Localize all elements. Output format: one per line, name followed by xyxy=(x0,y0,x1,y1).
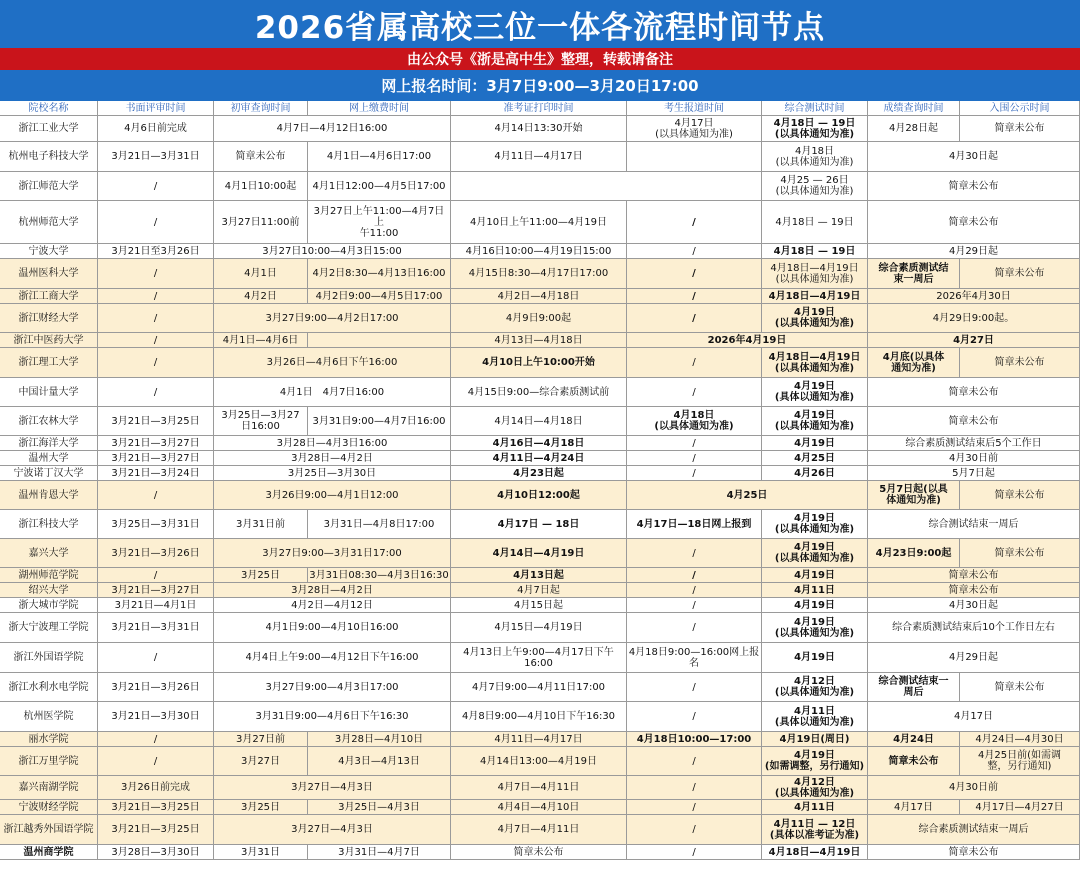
table-cell: 4月18日 (以具体通知为准) xyxy=(762,142,868,172)
school-name-cell: 浙江越秀外国语学院 xyxy=(0,815,98,845)
school-name-cell: 浙江工商大学 xyxy=(0,289,98,304)
table-cell: 3月26日—4月6日下午16:00 xyxy=(214,348,451,378)
table-cell: 简章未公布 xyxy=(960,481,1080,510)
table-cell: 4月27日 xyxy=(868,333,1080,348)
school-name-cell: 嘉兴南湖学院 xyxy=(0,776,98,800)
table-cell: 4月25日 xyxy=(762,451,868,466)
table-cell: 4月4日上午9:00—4月12日下午16:00 xyxy=(214,643,451,673)
table-cell: 4月29日起 xyxy=(868,643,1080,673)
table-cell: 4月19日 xyxy=(762,598,868,613)
school-name-cell: 浙大城市学院 xyxy=(0,598,98,613)
table-cell: 3月31日前 xyxy=(214,510,308,539)
table-cell: 简章未公布 xyxy=(868,201,1080,244)
table-cell: 2026年4月30日 xyxy=(868,289,1080,304)
school-name-cell: 湖州师范学院 xyxy=(0,568,98,583)
school-name-cell: 浙江理工大学 xyxy=(0,348,98,378)
table-cell: 3月25日—3月31日 xyxy=(98,510,214,539)
table-cell: 简章未公布 xyxy=(960,539,1080,568)
table-cell: / xyxy=(627,747,762,776)
table-cell: 4月13日—4月18日 xyxy=(451,333,627,348)
table-cell: 4月23日9:00起 xyxy=(868,539,960,568)
table-cell: 3月21日—3月27日 xyxy=(98,451,214,466)
table-cell: 综合素质测试结束后10个工作日左右 xyxy=(868,613,1080,643)
table-cell: 4月10日12:00起 xyxy=(451,481,627,510)
table-cell: / xyxy=(627,568,762,583)
table-cell: / xyxy=(627,673,762,702)
table-cell: 4月14日—4月19日 xyxy=(451,539,627,568)
school-name-cell: 宁波财经学院 xyxy=(0,800,98,815)
table-cell: 4月16日10:00—4月19日15:00 xyxy=(451,244,627,259)
table-cell: 3月25日—3月30日 xyxy=(214,466,451,481)
table-cell: 4月29日起 xyxy=(868,244,1080,259)
table-cell: 3月27日11:00前 xyxy=(214,201,308,244)
table-cell: 4月14日13:30开始 xyxy=(451,116,627,142)
table-cell: 5月7日起 xyxy=(868,466,1080,481)
table-cell: / xyxy=(627,598,762,613)
table-cell: 4月15日起 xyxy=(451,598,627,613)
table-cell: / xyxy=(627,378,762,407)
table-cell: 4月2日8:30—4月13日16:00 xyxy=(308,259,451,289)
table-cell: 3月25日 xyxy=(214,800,308,815)
table-cell: / xyxy=(627,776,762,800)
table-cell: 3月31日9:00—4月7日16:00 xyxy=(308,407,451,436)
table-cell: 4月25 — 26日 (以具体通知为准) xyxy=(762,172,868,201)
table-cell: 3月21日—3月27日 xyxy=(98,436,214,451)
table-cell: 3月28日—3月30日 xyxy=(98,845,214,860)
table-cell: 3月31日 xyxy=(214,845,308,860)
table-cell: 4月17日 (以具体通知为准) xyxy=(627,116,762,142)
table-cell: 4月23日起 xyxy=(451,466,627,481)
table-cell: / xyxy=(98,304,214,333)
table-cell: 3月21日—3月25日 xyxy=(98,815,214,845)
table-cell: 3月21日—3月26日 xyxy=(98,539,214,568)
table-cell: 4月17日 xyxy=(868,800,960,815)
table-cell: 简章未公布 xyxy=(960,259,1080,289)
table-cell: 4月18日—4月19日 (以具体通知为准) xyxy=(762,348,868,378)
table-cell: / xyxy=(98,259,214,289)
table-cell: 4月18日 — 19日 xyxy=(762,201,868,244)
school-name-cell: 杭州师范大学 xyxy=(0,201,98,244)
table-cell: / xyxy=(627,304,762,333)
subtitle-banner: 由公众号《浙是高中生》整理，转载请备注 xyxy=(0,48,1080,70)
table-cell: 3月25日 xyxy=(214,568,308,583)
table-cell: 4月11日—4月17日 xyxy=(451,732,627,747)
table-cell: 3月25日—4月3日 xyxy=(308,800,451,815)
table-cell: 4月15日9:00—综合素质测试前 xyxy=(451,378,627,407)
table-cell: 4月30日前 xyxy=(868,776,1080,800)
table-cell: 4月18日 — 19日 xyxy=(762,244,868,259)
column-header: 综合测试时间 xyxy=(762,101,868,116)
table-cell: 3月21日—3月27日 xyxy=(98,583,214,598)
table-cell: 简章未公布 xyxy=(451,845,627,860)
column-header: 准考证打印时间 xyxy=(451,101,627,116)
table-cell: 4月18日 — 19日 (以具体通知为准) xyxy=(762,116,868,142)
table-cell: / xyxy=(627,702,762,732)
table-cell: 3月27日 xyxy=(214,747,308,776)
column-header: 初审查询时间 xyxy=(214,101,308,116)
table-cell: 4月6日前完成 xyxy=(98,116,214,142)
table-cell: 3月21日—3月24日 xyxy=(98,466,214,481)
table-cell: / xyxy=(627,613,762,643)
table-cell: 4月26日 xyxy=(762,466,868,481)
table-cell: 简章未公布 xyxy=(960,348,1080,378)
table-cell: 4月15日8:30—4月17日17:00 xyxy=(451,259,627,289)
table-cell: 4月14日—4月18日 xyxy=(451,407,627,436)
column-header: 书面评审时间 xyxy=(98,101,214,116)
table-cell: 4月2日—4月18日 xyxy=(451,289,627,304)
school-name-cell: 浙江财经大学 xyxy=(0,304,98,333)
school-name-cell: 浙江水利水电学院 xyxy=(0,673,98,702)
table-cell: 4月18日—4月19日 xyxy=(762,845,868,860)
school-name-cell: 中国计量大学 xyxy=(0,378,98,407)
table-cell: 3月21日—3月25日 xyxy=(98,800,214,815)
school-name-cell: 宁波大学 xyxy=(0,244,98,259)
table-cell: 综合测试结束一周后 xyxy=(868,510,1080,539)
table-cell: 4月18日 (以具体通知为准) xyxy=(627,407,762,436)
table-cell: / xyxy=(98,201,214,244)
school-name-cell: 温州大学 xyxy=(0,451,98,466)
table-cell: 4月25日 xyxy=(627,481,868,510)
page-title: 2026省属高校三位一体各流程时间节点 xyxy=(0,0,1080,48)
table-cell: 综合测试结束一 周后 xyxy=(868,673,960,702)
table-cell: 4月8日9:00—4月10日下午16:30 xyxy=(451,702,627,732)
table-cell: 4月11日 xyxy=(762,800,868,815)
table-cell: 4月7日9:00—4月11日17:00 xyxy=(451,673,627,702)
school-name-cell: 绍兴大学 xyxy=(0,583,98,598)
table-cell: 4月7日起 xyxy=(451,583,627,598)
table-cell: 4月19日 (以具体通知为准) xyxy=(762,510,868,539)
table-cell: 3月26日前完成 xyxy=(98,776,214,800)
table-cell: 4月13日起 xyxy=(451,568,627,583)
table-cell: 4月7日—4月12日16:00 xyxy=(214,116,451,142)
table-cell: 4月1日 xyxy=(214,259,308,289)
table-cell: / xyxy=(627,201,762,244)
table-cell: 4月17日 xyxy=(868,702,1080,732)
table-cell: 4月19日 (以具体通知为准) xyxy=(762,304,868,333)
table-cell: 4月19日 xyxy=(762,568,868,583)
table-cell: 4月19日 xyxy=(762,643,868,673)
school-name-cell: 宁波诺丁汉大学 xyxy=(0,466,98,481)
table-cell: / xyxy=(98,568,214,583)
school-name-cell: 温州肯恩大学 xyxy=(0,481,98,510)
school-name-cell: 温州医科大学 xyxy=(0,259,98,289)
table-cell: 4月30日起 xyxy=(868,598,1080,613)
school-name-cell: 杭州电子科技大学 xyxy=(0,142,98,172)
schedule-table xyxy=(0,101,1080,891)
table-cell: 4月1日—4月6日17:00 xyxy=(308,142,451,172)
column-header: 考生报道时间 xyxy=(627,101,762,116)
table-cell: 4月2日 xyxy=(214,289,308,304)
table-cell: 4月1日 4月7日16:00 xyxy=(214,378,451,407)
table-cell: 综合素质测试结 束一周后 xyxy=(868,259,960,289)
school-name-cell: 浙江科技大学 xyxy=(0,510,98,539)
table-cell: 3月21日—3月31日 xyxy=(98,142,214,172)
table-cell: 3月28日—4月2日 xyxy=(214,451,451,466)
table-cell: 4月11日—4月17日 xyxy=(451,142,627,172)
table-cell: 4月19日 (以具体通知为准) xyxy=(762,613,868,643)
table-cell: 4月17日—18日网上报到 xyxy=(627,510,762,539)
table-cell: 4月2日9:00—4月5日17:00 xyxy=(308,289,451,304)
table-cell: 3月21日至3月26日 xyxy=(98,244,214,259)
school-name-cell: 丽水学院 xyxy=(0,732,98,747)
table-cell: 4月1日9:00—4月10日16:00 xyxy=(214,613,451,643)
column-header: 入围公示时间 xyxy=(960,101,1080,116)
table-cell: 4月11日 xyxy=(762,583,868,598)
table-cell: 3月31日—4月8日17:00 xyxy=(308,510,451,539)
table-cell xyxy=(308,333,451,348)
table-cell: 4月1日10:00起 xyxy=(214,172,308,201)
table-cell: 简章未公布 xyxy=(214,142,308,172)
table-cell: / xyxy=(98,333,214,348)
table-cell: 3月27日10:00—4月3日15:00 xyxy=(214,244,451,259)
school-name-cell: 浙江外国语学院 xyxy=(0,643,98,673)
table-cell: 3月21日—3月26日 xyxy=(98,673,214,702)
table-cell: 3月27日9:00—3月31日17:00 xyxy=(214,539,451,568)
table-cell: 简章未公布 xyxy=(868,845,1080,860)
table-cell: / xyxy=(98,747,214,776)
table-cell: 综合素质测试结束一周后 xyxy=(868,815,1080,845)
table-cell: 4月16日—4月18日 xyxy=(451,436,627,451)
table-cell: 4月24日—4月30日 xyxy=(960,732,1080,747)
table-cell: 4月3日—4月13日 xyxy=(308,747,451,776)
table-cell: / xyxy=(98,172,214,201)
table-cell: 3月27日—4月3日 xyxy=(214,776,451,800)
table-cell: 4月19日(周日) xyxy=(762,732,868,747)
table-cell: / xyxy=(627,436,762,451)
table-cell: 4月19日 (具体以通知为准) xyxy=(762,378,868,407)
table-cell: 4月19日 (以具体通知为准) xyxy=(762,407,868,436)
table-cell: 简章未公布 xyxy=(868,583,1080,598)
table-cell: / xyxy=(627,451,762,466)
table-cell: 3月28日—4月10日 xyxy=(308,732,451,747)
table-cell: 4月10日上午11:00—4月19日 xyxy=(451,201,627,244)
school-name-cell: 浙江农林大学 xyxy=(0,407,98,436)
table-cell: / xyxy=(627,289,762,304)
table-cell: 4月19日 (如需调整，另行通知) xyxy=(762,747,868,776)
table-cell: 4月7日—4月11日 xyxy=(451,776,627,800)
table-cell: 4月10日上午10:00开始 xyxy=(451,348,627,378)
table-cell: 简章未公布 xyxy=(868,407,1080,436)
table-cell: 4月17日—4月27日 xyxy=(960,800,1080,815)
table-cell: 3月31日—4月7日 xyxy=(308,845,451,860)
table-cell: / xyxy=(98,481,214,510)
table-cell: 3月21日—3月25日 xyxy=(98,407,214,436)
table-cell: 4月24日 xyxy=(868,732,960,747)
table-cell: 4月12日 (以具体通知为准) xyxy=(762,673,868,702)
table-cell: 4月30日前 xyxy=(868,451,1080,466)
table-cell: 2026年4月19日 xyxy=(627,333,868,348)
table-cell: 4月1日12:00—4月5日17:00 xyxy=(308,172,451,201)
table-cell: / xyxy=(98,348,214,378)
table-cell: 3月28日—4月3日16:00 xyxy=(214,436,451,451)
table-cell: / xyxy=(627,800,762,815)
school-name-cell: 浙江工业大学 xyxy=(0,116,98,142)
table-cell: 3月25日—3月27 日16:00 xyxy=(214,407,308,436)
table-cell: 4月18日10:00—17:00 xyxy=(627,732,762,747)
school-name-cell: 浙大宁波理工学院 xyxy=(0,613,98,643)
column-header: 院校名称 xyxy=(0,101,98,116)
table-cell: 3月21日—3月31日 xyxy=(98,613,214,643)
table-cell: 4月18日9:00—16:00网上报 名 xyxy=(627,643,762,673)
table-cell xyxy=(451,172,762,201)
table-cell: 4月29日9:00起。 xyxy=(868,304,1080,333)
school-name-cell: 浙江万里学院 xyxy=(0,747,98,776)
table-cell: 4月14日13:00—4月19日 xyxy=(451,747,627,776)
table-cell: 3月27日上午11:00—4月7日上 午11:00 xyxy=(308,201,451,244)
table-cell: 简章未公布 xyxy=(960,116,1080,142)
table-cell: 4月底(以具体 通知为准) xyxy=(868,348,960,378)
school-name-cell: 嘉兴大学 xyxy=(0,539,98,568)
column-header: 成绩查询时间 xyxy=(868,101,960,116)
table-cell: 4月12日 (以具体通知为准) xyxy=(762,776,868,800)
table-cell: 综合素质测试结束后5个工作日 xyxy=(868,436,1080,451)
table-cell: 4月28日起 xyxy=(868,116,960,142)
table-cell: 4月4日—4月10日 xyxy=(451,800,627,815)
school-name-cell: 浙江海洋大学 xyxy=(0,436,98,451)
table-cell: 4月13日上午9:00—4月17日下午 16:00 xyxy=(451,643,627,673)
table-cell: / xyxy=(627,539,762,568)
table-cell: / xyxy=(627,845,762,860)
table-cell: 3月21日—3月30日 xyxy=(98,702,214,732)
table-cell: / xyxy=(627,244,762,259)
table-cell: 4月18日—4月19日 xyxy=(762,289,868,304)
table-cell: 4月15日—4月19日 xyxy=(451,613,627,643)
table-cell: / xyxy=(627,259,762,289)
table-cell: 简章未公布 xyxy=(868,378,1080,407)
table-cell xyxy=(627,142,762,172)
table-cell: 4月1日—4月6日 xyxy=(214,333,308,348)
school-name-cell: 浙江师范大学 xyxy=(0,172,98,201)
table-cell: 3月27日前 xyxy=(214,732,308,747)
table-cell: 5月7日起(以具 体通知为准) xyxy=(868,481,960,510)
table-cell: 4月11日—4月24日 xyxy=(451,451,627,466)
table-cell: 4月25日前(如需调 整，另行通知) xyxy=(960,747,1080,776)
table-cell: 简章未公布 xyxy=(868,747,960,776)
table-cell: / xyxy=(627,466,762,481)
table-cell: 简章未公布 xyxy=(868,172,1080,201)
registration-time-banner: 网上报名时间：3月7日9:00—3月20日17:00 xyxy=(0,70,1080,101)
table-cell: 4月7日—4月11日 xyxy=(451,815,627,845)
table-cell: 3月27日9:00—4月2日17:00 xyxy=(214,304,451,333)
column-header: 网上缴费时间 xyxy=(308,101,451,116)
table-cell: 4月11日 — 12日 (具体以准考证为准) xyxy=(762,815,868,845)
table-cell: 简章未公布 xyxy=(960,673,1080,702)
table-cell: 4月11日 (具体以通知为准) xyxy=(762,702,868,732)
table-cell: 3月26日9:00—4月1日12:00 xyxy=(214,481,451,510)
table-cell: 3月21日—4月1日 xyxy=(98,598,214,613)
table-cell: 4月19日 xyxy=(762,436,868,451)
table-cell: 3月31日9:00—4月6日下午16:30 xyxy=(214,702,451,732)
table-cell: / xyxy=(98,732,214,747)
table-cell: 4月9日9:00起 xyxy=(451,304,627,333)
table-cell: 简章未公布 xyxy=(868,568,1080,583)
table-cell: / xyxy=(627,815,762,845)
table-cell: / xyxy=(98,289,214,304)
school-name-cell: 温州商学院 xyxy=(0,845,98,860)
school-name-cell: 浙江中医药大学 xyxy=(0,333,98,348)
table-cell: / xyxy=(627,583,762,598)
table-cell: 4月17日 — 18日 xyxy=(451,510,627,539)
table-cell: 4月30日起 xyxy=(868,142,1080,172)
table-cell: 3月27日—4月3日 xyxy=(214,815,451,845)
table-cell: / xyxy=(98,378,214,407)
table-cell: 3月31日08:30—4月3日16:30 xyxy=(308,568,451,583)
school-name-cell: 杭州医学院 xyxy=(0,702,98,732)
table-cell: 4月2日—4月12日 xyxy=(214,598,451,613)
table-cell: / xyxy=(627,348,762,378)
table-cell: 3月28日—4月2日 xyxy=(214,583,451,598)
table-cell: / xyxy=(98,643,214,673)
table-cell: 3月27日9:00—4月3日17:00 xyxy=(214,673,451,702)
table-cell: 4月19日 (以具体通知为准) xyxy=(762,539,868,568)
table-cell: 4月18日—4月19日 (以具体通知为准) xyxy=(762,259,868,289)
